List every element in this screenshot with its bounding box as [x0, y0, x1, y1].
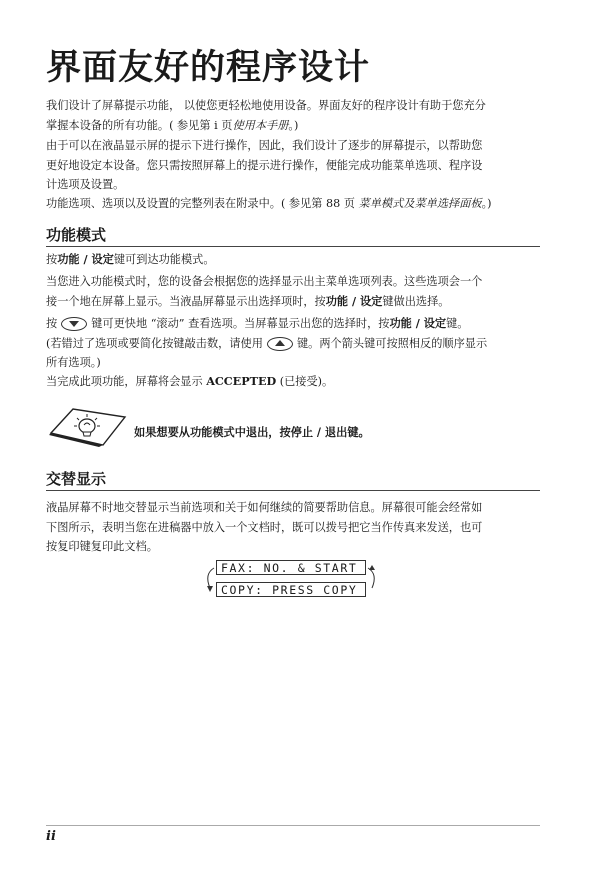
- text-segment: 按复印键复印此文档。: [46, 540, 158, 553]
- down-arrow-key-icon: [61, 317, 87, 331]
- text-segment: 键做出选择。: [382, 294, 450, 308]
- text-segment: 键。: [347, 426, 370, 439]
- text-segment: 键可更快地 “滚动” 查看选项。当屏幕显示出您的选择时，按: [91, 317, 390, 330]
- text-segment: 接一个地在屏幕上显示。当液晶屏幕显示出选择项时，按: [46, 294, 326, 308]
- text-segment: 下图所示，表明当您在进稿器中放入一个文档时，既可以拨号把它当作传真来发送，也可: [46, 520, 483, 534]
- lcd-display-illustration: [200, 560, 405, 604]
- intro-p2-line2: 更好地设定本设备。您只需按照屏幕上的提示进行操作，便能完成功能菜单选项、程序设: [46, 158, 483, 172]
- intro-paragraph-2: [46, 136, 546, 195]
- text-segment: 所有选项。): [46, 356, 101, 369]
- text-segment: 键。两个箭头键可按照相反的顺序显示: [296, 336, 488, 350]
- function-mode-line-1: [46, 250, 546, 270]
- intro-p3-ref: 菜单模式及菜单选择面板: [358, 197, 482, 210]
- page-title: 界面友好的程序设计: [46, 47, 371, 88]
- function-mode-paragraph-3: [46, 314, 556, 373]
- function-mode-paragraph-2: [46, 272, 546, 311]
- text-segment: 按: [46, 253, 58, 266]
- lightbulb-note-icon: [47, 403, 129, 447]
- intro-p1-ref: 使用本手册: [232, 118, 289, 132]
- stop-key-label: 停止: [290, 426, 314, 439]
- function-set-key-label: 功能 / 设定: [325, 293, 383, 308]
- text-segment: 当您进入功能模式时，您的设备会根据您的选择显示出主菜单选项列表。这些选项会一个: [46, 275, 483, 288]
- text-segment: 按: [46, 317, 58, 330]
- intro-p1-line2: 掌握本设备的所有功能。( 参见第 i 页: [46, 118, 233, 132]
- intro-p3-text: 功能选项、选项以及设置的完整列表在附录中。( 参见第 88 页: [46, 197, 359, 210]
- footer-divider: [46, 825, 540, 826]
- intro-paragraph-1: [46, 96, 546, 135]
- text-segment: 键可到达功能模式。: [113, 253, 215, 266]
- lcd-line-2: COPY: PRESS COPY: [216, 582, 366, 597]
- text-segment: (已接受)。: [276, 375, 334, 388]
- intro-p1-line1: 我们设计了屏幕提示功能， 以使您更轻松地使用设备。界面友好的程序设计有助于您充分: [46, 99, 486, 112]
- accepted-message: ACCEPTED: [206, 374, 277, 388]
- up-arrow-key-icon: [267, 337, 293, 351]
- text-segment: 液晶屏幕不时地交替显示当前选项和关于如何继续的简要帮助信息。屏幕很可能会经常如: [46, 501, 483, 514]
- intro-p2-line1: 由于可以在液晶显示屏的提示下进行操作，因此，我们设计了逐步的屏幕提示，以帮助您: [46, 139, 483, 152]
- function-mode-line-4: [46, 372, 546, 392]
- section-heading-function-mode: 功能模式: [46, 224, 540, 247]
- exit-key-label: 退出: [324, 426, 348, 439]
- intro-p3-close: 。): [481, 197, 492, 210]
- text-segment: /: [313, 426, 325, 439]
- section-heading-alternating-display: 交替显示: [46, 468, 540, 491]
- intro-paragraph-3: [46, 194, 556, 214]
- text-segment: 当完成此项功能，屏幕将会显示: [46, 375, 207, 388]
- page-number: ii: [46, 829, 56, 844]
- text-segment: (若错过了选项或要简化按键敲击数，请使用: [46, 336, 263, 350]
- text-segment: 如果想要从功能模式中退出，按: [134, 426, 291, 439]
- alternating-display-paragraph: [46, 498, 546, 557]
- function-set-key-label: 功能 / 设定: [57, 252, 114, 266]
- function-set-key-label: 功能 / 设定: [389, 316, 447, 330]
- text-segment: 键。: [446, 317, 469, 330]
- intro-p1-close: 。): [288, 118, 299, 132]
- lcd-line-1: FAX: NO. & START: [216, 560, 366, 575]
- exit-function-mode-note: [134, 424, 370, 440]
- intro-p2-line3: 计选项及设置。: [46, 178, 125, 191]
